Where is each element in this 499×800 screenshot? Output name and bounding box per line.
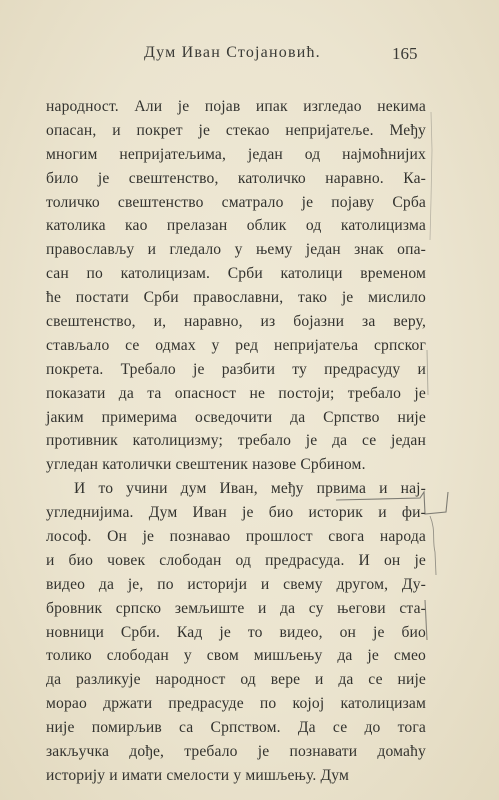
underline-bracket [336, 492, 448, 514]
text-line: показати да та опасност не постоји; требало је [46, 384, 426, 402]
text-line: толичко свештенство сматрало је појаву Срба [46, 193, 426, 211]
text-line: сан по католицизам. Срби католици временом [46, 265, 426, 283]
text-line: опасан, и покрет је стекао непријатеље. Међу [46, 121, 426, 139]
running-title: Дум Иван Стојановић. [144, 44, 321, 61]
page-number: 165 [392, 44, 418, 63]
text-line: стављало се одмах у ред непријатеља српског [46, 336, 426, 354]
text-line: и био човек слободан од предрасуда. И он је [46, 551, 426, 569]
text-line: новници Срби. Кад је то видео, он је био [46, 623, 426, 641]
text-line: видео да је, по историји и свему другом, Ду- [46, 575, 426, 593]
text-line: није помирљив са Српством. Да се до тога [46, 719, 426, 737]
text-line: било је свештенство, католичко наравно. Ка- [46, 169, 426, 187]
text-line: угледан католички свештеник назове Србином. [46, 456, 366, 474]
text-line: свештенство, и, наравно, из бојазни за веру, [46, 313, 426, 331]
text-line: закључка дође, требало је познавати домаћу [46, 743, 426, 761]
text-line: католика као прелазан облик од католицизма [46, 217, 426, 235]
text-line: многим непријатељима, један од најмоћнијих [46, 145, 426, 163]
text-line: да разликује народност од вере и да се није [46, 671, 426, 689]
text-line: народност. Али је појав ипак изгледао некима [46, 98, 426, 115]
margin-line-lower [430, 516, 436, 575]
margin-line-bottom [425, 600, 427, 640]
text-line: бровник српско земљиште и да су његови ста- [46, 599, 426, 617]
text-line: ће постати Срби православни, тако је мислило [46, 289, 426, 307]
text-line: јаким примерима осведочити да Српство није [46, 408, 426, 426]
text-line: морао држати предрасуде по којој католицизам [46, 695, 426, 713]
text-line: толико слободан у свом мишљењу да је смео [46, 647, 426, 665]
margin-line-upper [430, 112, 432, 240]
text-line: покрета. Требало је разбити ту предрасуду и [46, 360, 426, 378]
margin-line-middle [427, 350, 428, 395]
text-line: противник католицизму; требало је да се један [46, 432, 426, 450]
text-line: угледнијима. Дум Иван је био историк и фи- [46, 504, 426, 522]
text-line: лософ. Он је познавао прошлост свога народа [46, 528, 426, 546]
text-line: И то учини дум Иван, међу првима и нај- [74, 480, 426, 498]
text-line: православљу и гледало у њему један знак опа- [46, 241, 426, 259]
text-line: историју и имати смелости у мишљењу. Дум [46, 766, 350, 784]
